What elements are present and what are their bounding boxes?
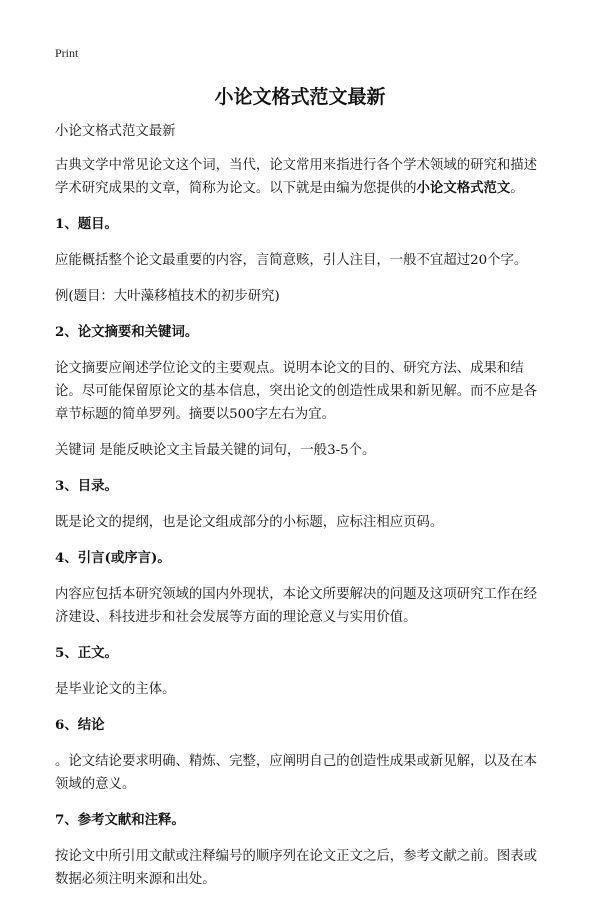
print-label: Print: [55, 46, 79, 60]
section-paragraph: 既是论文的提纲，也是论文组成部分的小标题，应标注相应页码。: [55, 515, 444, 530]
section-paragraph: 关键词 是能反映论文主旨最关键的词句，一般3-5个。: [55, 443, 376, 458]
section-heading-introduction: 4、引言(或序言)。: [55, 550, 171, 566]
document-body: [55, 120, 550, 904]
section-heading-title: 1、题目。: [55, 216, 118, 232]
intro-end: 。: [510, 181, 524, 196]
section-heading-body: 5、正文。: [55, 645, 118, 661]
intro-text: 古典文学中常见论文这个词，当代，论文常用来指进行各个学术领域的研究和描述学术研究成果的文章，简称为论文。以下就是由编为您提供的: [55, 158, 538, 196]
section-heading-toc: 3、目录。: [55, 478, 118, 494]
section-paragraph: 应能概括整个论文最重要的内容，言简意赅，引人注目，一般不宜超过20个字。: [55, 253, 528, 268]
section-paragraph: 是毕业论文的主体。: [55, 682, 176, 697]
section-paragraph: 论文摘要应阐述学位论文的主要观点。说明本论文的目的、研究方法、成果和结论。尽可能保留原论文的基本信息，突出论文的创造性成果和新见解。而不应是各章节标题的简单罗列。摘要以500字左右为宜。: [55, 361, 538, 422]
intro-paragraph: [55, 154, 550, 200]
section-heading-conclusion: 6、结论: [55, 717, 105, 733]
intro-keyword: 小论文格式范文: [416, 180, 511, 196]
section-paragraph: 。论文结论要求明确、精炼、完整，应阐明自己的创造性成果或新见解，以及在本领域的意义。: [55, 754, 538, 792]
page-title: 小论文格式范文最新: [214, 86, 386, 108]
section-paragraph: 按论文中所引用文献或注释编号的顺序列在论文正文之后，参考文献之前。图表或数据必须注明来源和出处。: [55, 849, 538, 887]
section-paragraph: 例(题目：大叶藻移植技术的初步研究): [55, 289, 280, 304]
document-subtitle: 小论文格式范文最新: [55, 124, 176, 139]
section-heading-references: 7、参考文献和注释。: [55, 812, 185, 828]
section-heading-abstract: 2、论文摘要和关键词。: [55, 324, 199, 340]
section-paragraph: 内容应包括本研究领域的国内外现状，本论文所要解决的问题及这项研究工作在经济建设、科技进步和社会发展等方面的理论意义与实用价值。: [55, 587, 538, 625]
